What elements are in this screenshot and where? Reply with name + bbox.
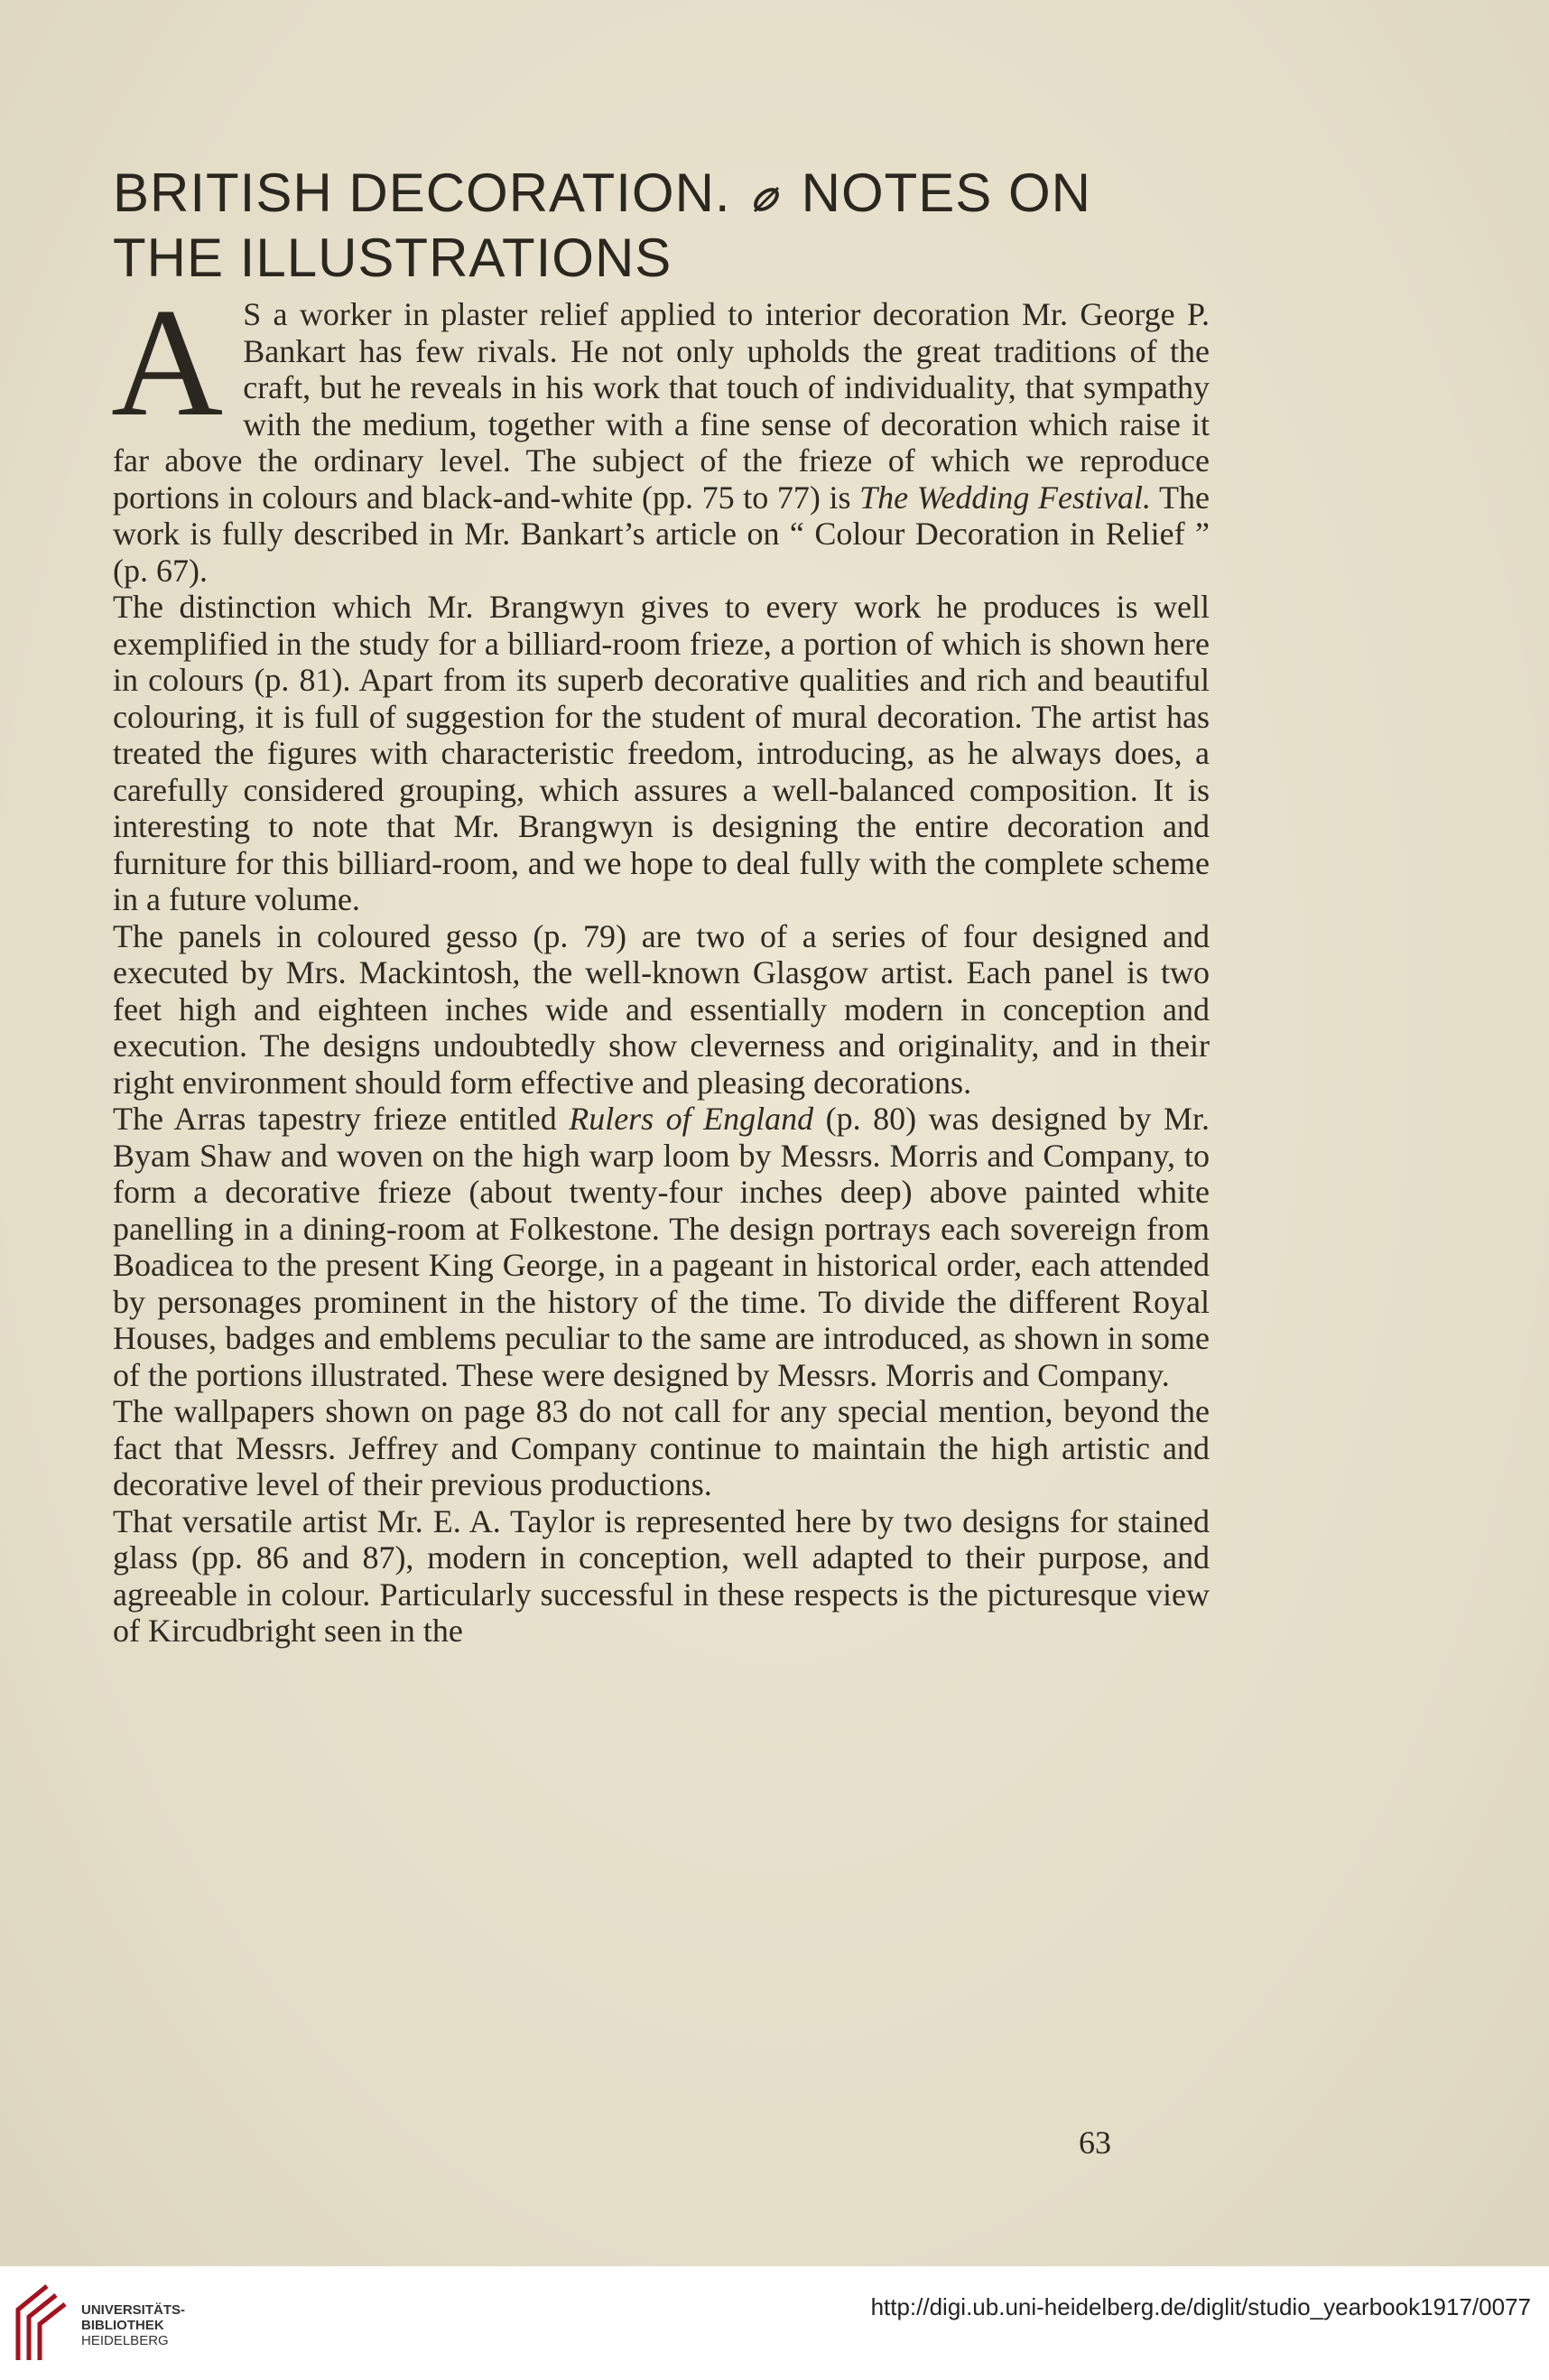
leaf-ornament-icon — [751, 166, 782, 228]
article — [113, 163, 1210, 1650]
article-body — [111, 277, 1210, 1650]
work-title-wedding-festival: The Wedding Festival. — [859, 479, 1152, 516]
page-number: 63 — [1079, 2124, 1111, 2161]
library-name — [81, 2302, 185, 2348]
paragraph-4-text: The Arras tapestry frieze entitled — [113, 1101, 570, 1138]
paragraph-1-text-end: The work is fully described in Mr. Bankart’s article on “ Colour Decoration in Relief ” (p. 67). — [113, 479, 1210, 589]
paragraph-6: That versatile artist Mr. E. A. Taylor is represented here by two designs for stained glass (pp. 86 and 87), modern in conception, well adapted to their purpose, and agreeable in colour. Particularly successful in these respects is the picturesque view of Kircudbright seen in the — [113, 1502, 1210, 1650]
library-line-1: UNIVERSITÄTS- — [81, 2302, 186, 2318]
paragraph-3: The panels in coloured gesso (p. 79) are two of a series of four designed and executed by Mrs. Mackintosh, the well-known Glasgow artist. Each panel is two feet high and eighteen inches wide and essentially modern in conception and execution. The designs undoubtedly show cleverness and originality, and in their right environment should form effective and pleasing decorations. — [113, 917, 1210, 1101]
title-part-1: BRITISH DECORATION. — [113, 163, 731, 223]
library-line-2: BIBLIOTHEK — [81, 2318, 164, 2333]
paragraph-5: The wallpapers shown on page 83 do not call for any special mention, beyond the fact that Messrs. Jeffrey and Company continue to maintain the high artistic and decorative level of their previous productions. — [113, 1393, 1210, 1503]
paragraph-4-text-end: (p. 80) was designed by Mr. Byam Shaw and woven on the high warp loom by Messrs. Morris and Company, to form a decorative frieze (about twenty-four inches deep) above painted white panelling in a dining-room at Folkestone. The design portrays each sovereign from Boadicea to the present King George, in a pageant in historical order, each attended by personages prominent in the history of the time. To divide the different Royal Houses, badges and emblems peculiar to the same are introduced, as shown in some of the portions illustrated. These were designed by Messrs. Morris and Company. — [113, 1101, 1210, 1393]
work-title-rulers-of-england: Rulers of England — [569, 1101, 814, 1138]
library-logo-icon — [11, 2282, 69, 2367]
paragraph-1 — [111, 277, 1210, 589]
footer-bar — [0, 2266, 1549, 2380]
library-line-3: HEIDELBERG — [81, 2333, 169, 2348]
article-title — [113, 163, 1232, 289]
title-part-2: NOTES ON — [801, 163, 1091, 223]
source-url[interactable]: http://digi.ub.uni-heidelberg.de/diglit/studio_yearbook1917/0077 — [870, 2293, 1531, 2320]
title-part-3: THE ILLUSTRATIONS — [113, 228, 672, 289]
paragraph-1-text: S a worker in plaster relief applied to interior decoration Mr. George P. Bankart has few rivals. He not only upholds the great traditions of the craft, but he reveals in his work that touch of individuality, that sympathy with the medium, together with a fine sense of decoration which raise it far above the ordinary level. The subject of the frieze of which we reproduce portions in colours and black-and-white (pp. 75 to 77) is — [113, 296, 1210, 516]
drop-cap: A — [111, 277, 224, 450]
paragraph-2: The distinction which Mr. Brangwyn gives to every work he produces is well exemplified in the study for a billiard-room frieze, a portion of which is shown here in colours (p. 81). Apart from its superb decorative qualities and rich and beautiful colouring, it is full of suggestion for the student of mural decoration. The artist has treated the figures with characteristic freedom, introducing, as he always does, a carefully considered grouping, which assures a well-balanced composition. It is interesting to note that Mr. Brangwyn is designing the entire decoration and furniture for this billiard-room, and we hope to deal fully with the complete scheme in a future volume. — [113, 589, 1210, 918]
paragraph-4 — [113, 1101, 1210, 1393]
